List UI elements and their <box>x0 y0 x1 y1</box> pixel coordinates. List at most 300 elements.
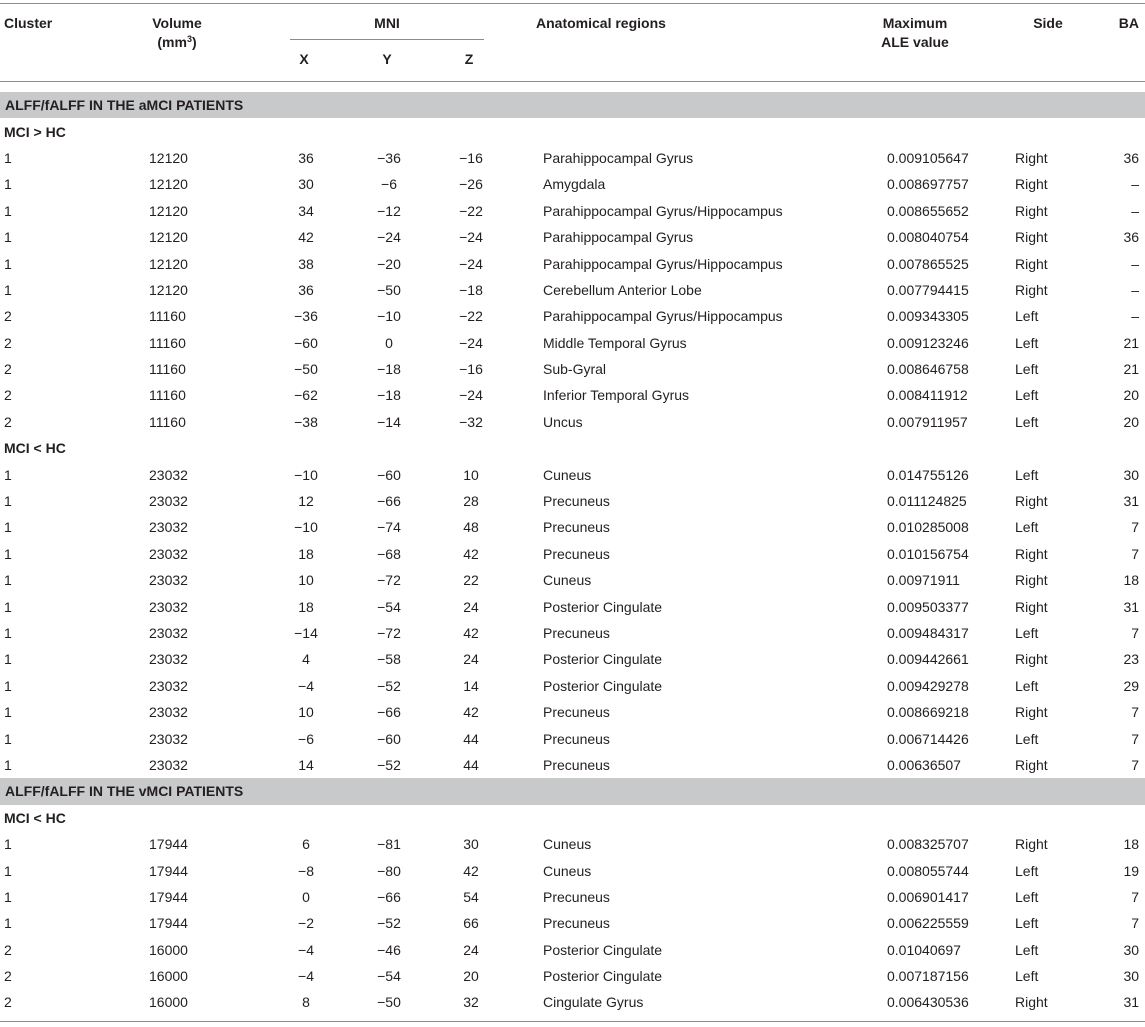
volume-cell: 11160 <box>149 361 186 378</box>
spacer-cell <box>326 303 369 329</box>
side-cell: Right <box>1015 281 1048 298</box>
mni-z-cell: 24 <box>463 941 479 958</box>
spacer-cell <box>491 567 543 593</box>
ba-cell: 7 <box>1131 915 1140 932</box>
region-cell: Precuneus <box>543 756 610 773</box>
mni-y-cell: −18 <box>377 361 401 378</box>
spacer-cell <box>326 382 369 408</box>
ale-cell: 0.010285008 <box>887 519 969 536</box>
cluster-cell: 1 <box>4 677 12 694</box>
volume-cell: 16000 <box>149 941 188 958</box>
mni-x-cell: −14 <box>294 625 318 641</box>
spacer-cell <box>326 673 369 699</box>
volume-cell: 16000 <box>149 968 188 985</box>
table-row <box>0 620 1145 646</box>
mni-x-cell: −8 <box>298 862 314 879</box>
side-cell: Left <box>1015 677 1039 694</box>
volume-cell: 23032 <box>149 519 188 536</box>
mni-z-cell: 66 <box>463 915 479 932</box>
mni-x-cell: −50 <box>294 361 318 378</box>
mni-x-cell: −4 <box>298 677 314 694</box>
spacer-cell <box>491 277 543 303</box>
ale-cell: 0.007865525 <box>887 255 969 272</box>
volume-cell: 23032 <box>149 625 188 641</box>
side-cell: Left <box>1015 413 1039 430</box>
spacer-cell <box>491 514 543 540</box>
table-row <box>0 250 1145 276</box>
group-label: MCI < HC <box>4 440 66 457</box>
mni-z-cell: 14 <box>463 677 479 694</box>
spacer-cell <box>491 620 543 646</box>
table-row <box>0 752 1145 778</box>
spacer-cell <box>326 620 369 646</box>
spacer-cell <box>491 409 543 435</box>
volume-cell: 11160 <box>149 413 186 430</box>
mni-y-cell: −54 <box>377 968 401 985</box>
spacer-cell <box>409 250 451 276</box>
ba-cell: 7 <box>1131 756 1140 773</box>
volume-cell: 23032 <box>149 572 188 589</box>
spacer-cell <box>409 937 451 963</box>
header-max-ale <box>855 14 975 52</box>
header-max-ale-line2: ALE value <box>881 34 949 50</box>
side-cell: Left <box>1015 519 1039 536</box>
cluster-cell: 1 <box>4 730 12 747</box>
side-cell: Left <box>1015 888 1039 905</box>
table-row <box>0 673 1145 699</box>
region-cell: Cuneus <box>543 836 592 853</box>
volume-cell: 12120 <box>149 255 188 272</box>
ale-cell: 0.00636507 <box>887 756 961 773</box>
side-cell: Right <box>1015 255 1048 272</box>
spacer-cell <box>409 725 451 751</box>
spacer-cell <box>326 831 369 857</box>
header-z: Z <box>464 51 474 67</box>
cluster-cell: 1 <box>4 651 12 668</box>
mni-z-cell: 44 <box>463 730 479 747</box>
spacer-cell <box>491 488 543 514</box>
mni-x-cell: 14 <box>298 756 314 773</box>
cluster-cell: 1 <box>4 572 12 589</box>
volume-cell: 12120 <box>149 149 188 166</box>
mni-y-cell: −50 <box>377 994 401 1011</box>
spacer-cell <box>409 382 451 408</box>
region-cell: Sub-Gyral <box>543 361 607 378</box>
cluster-cell: 1 <box>4 888 12 905</box>
volume-cell: 12120 <box>149 229 188 246</box>
spacer-cell <box>326 646 369 672</box>
mni-y-cell: −46 <box>377 941 401 958</box>
spacer-cell <box>326 857 369 883</box>
cluster-cell: 2 <box>4 334 12 351</box>
side-cell: Left <box>1015 466 1039 483</box>
side-cell: Left <box>1015 308 1039 325</box>
mni-y-cell: −6 <box>381 176 397 193</box>
side-cell: Right <box>1015 598 1048 615</box>
ale-cell: 0.008655652 <box>887 202 969 219</box>
mni-y-cell: −52 <box>377 677 401 694</box>
volume-cell: 16000 <box>149 994 188 1011</box>
spacer-cell <box>409 673 451 699</box>
volume-cell: 17944 <box>149 836 188 853</box>
group-header-row <box>0 435 1145 461</box>
ale-cell: 0.00971911 <box>887 572 960 589</box>
spacer-cell <box>326 937 369 963</box>
spacer-cell <box>326 963 369 989</box>
ale-cell: 0.010156754 <box>887 545 969 562</box>
header-volume-unit: $(mm^3)$ <box>157 34 197 50</box>
side-cell: Right <box>1015 545 1048 562</box>
spacer-cell <box>409 857 451 883</box>
mni-z-cell: −26 <box>459 176 483 193</box>
region-cell: Cuneus <box>543 466 592 483</box>
spacer-cell <box>491 250 543 276</box>
volume-cell: 11160 <box>149 308 186 325</box>
mni-x-cell: 10 <box>298 704 314 721</box>
region-cell: Precuneus <box>543 545 610 562</box>
spacer-cell <box>409 356 451 382</box>
mni-z-cell: 22 <box>463 572 479 589</box>
table-row <box>0 303 1145 329</box>
spacer-cell <box>409 224 451 250</box>
ba-cell: 7 <box>1131 625 1140 641</box>
spacer-cell <box>326 409 369 435</box>
ale-cell: 0.008669218 <box>887 704 969 721</box>
region-cell: Amygdala <box>543 176 606 193</box>
mni-z-cell: 42 <box>463 862 479 879</box>
ba-cell: 21 <box>1123 334 1140 351</box>
spacer-cell <box>326 461 369 487</box>
ba-cell: 20 <box>1123 413 1140 430</box>
ale-cell: 0.007187156 <box>887 968 969 985</box>
table-row <box>0 963 1145 989</box>
side-cell: Left <box>1015 361 1039 378</box>
mni-y-cell: −14 <box>377 413 401 430</box>
side-cell: Right <box>1015 704 1048 721</box>
volume-cell: 23032 <box>149 598 188 615</box>
table-row <box>0 910 1145 936</box>
spacer-cell <box>409 989 451 1015</box>
spacer-cell <box>491 356 543 382</box>
mni-y-cell: −18 <box>377 387 401 404</box>
volume-cell: 23032 <box>149 730 188 747</box>
volume-cell: 23032 <box>149 545 188 562</box>
region-cell: Precuneus <box>543 888 610 905</box>
ba-cell: – <box>1131 281 1140 298</box>
mni-y-cell: −66 <box>377 704 401 721</box>
spacer-cell <box>491 198 543 224</box>
mni-z-cell: 32 <box>463 994 479 1011</box>
table-row <box>0 330 1145 356</box>
spacer-cell <box>491 145 543 171</box>
spacer-cell <box>491 831 543 857</box>
mni-x-cell: 36 <box>298 149 314 166</box>
ba-cell: 29 <box>1123 677 1140 694</box>
group-label: MCI > HC <box>4 123 66 140</box>
mni-x-cell: −38 <box>294 413 318 430</box>
region-cell: Middle Temporal Gyrus <box>543 334 687 351</box>
ale-cell: 0.006430536 <box>887 994 969 1011</box>
table-row <box>0 567 1145 593</box>
mni-y-cell: −52 <box>377 756 401 773</box>
side-cell: Right <box>1015 202 1048 219</box>
volume-cell: 23032 <box>149 651 188 668</box>
cluster-cell: 1 <box>4 598 12 615</box>
region-cell: Posterior Cingulate <box>543 651 663 668</box>
mni-z-cell: −16 <box>459 149 483 166</box>
mni-z-cell: −32 <box>459 413 483 430</box>
cluster-cell: 1 <box>4 862 12 879</box>
group-label: MCI < HC <box>4 809 66 826</box>
volume-cell: 12120 <box>149 202 188 219</box>
mni-z-cell: −18 <box>459 281 483 298</box>
ba-cell: 30 <box>1123 968 1140 985</box>
spacer-cell <box>326 593 369 619</box>
section-header-row <box>0 778 1145 804</box>
spacer-cell <box>326 224 369 250</box>
header-regions: Anatomical regions <box>536 15 666 31</box>
table-row <box>0 382 1145 408</box>
mni-y-cell: −24 <box>377 229 401 246</box>
side-cell: Right <box>1015 836 1048 853</box>
spacer-cell <box>409 646 451 672</box>
side-cell: Right <box>1015 572 1048 589</box>
mni-y-cell: −10 <box>377 308 401 325</box>
spacer-cell <box>409 330 451 356</box>
mni-x-cell: 30 <box>298 176 314 193</box>
ba-cell: 31 <box>1123 493 1140 510</box>
spacer-cell <box>326 910 369 936</box>
mni-z-cell: 42 <box>463 704 479 721</box>
volume-cell: 23032 <box>149 677 188 694</box>
ba-cell: 18 <box>1123 572 1140 589</box>
mni-z-cell: −22 <box>459 308 483 325</box>
table-row <box>0 409 1145 435</box>
side-cell: Left <box>1015 730 1039 747</box>
spacer-cell <box>409 699 451 725</box>
header-bottom-rule <box>0 81 1145 82</box>
cluster-cell: 1 <box>4 281 12 298</box>
ba-cell: 7 <box>1131 730 1140 747</box>
table-body <box>0 92 1145 1016</box>
cluster-cell: 2 <box>4 387 12 404</box>
spacer-cell <box>409 752 451 778</box>
spacer-cell <box>326 356 369 382</box>
volume-cell: 17944 <box>149 915 188 932</box>
table-row <box>0 514 1145 540</box>
region-cell: Precuneus <box>543 704 610 721</box>
spacer-cell <box>409 593 451 619</box>
mni-z-cell: 54 <box>463 888 479 905</box>
region-cell: Posterior Cingulate <box>543 598 663 615</box>
spacer-cell <box>491 673 543 699</box>
ba-cell: 20 <box>1123 387 1140 404</box>
mni-x-cell: −62 <box>294 387 318 404</box>
volume-cell: 23032 <box>149 493 188 510</box>
mni-x-cell: −10 <box>294 519 318 536</box>
table-row <box>0 593 1145 619</box>
mni-x-cell: −36 <box>294 308 318 325</box>
spacer-cell <box>326 250 369 276</box>
mni-x-cell: 8 <box>302 994 310 1011</box>
table-row <box>0 224 1145 250</box>
mni-x-cell: −4 <box>298 968 314 985</box>
cluster-cell: 1 <box>4 545 12 562</box>
mni-rule <box>290 39 484 40</box>
ba-cell: – <box>1131 176 1140 193</box>
ba-cell: 21 <box>1123 361 1140 378</box>
mni-x-cell: −2 <box>298 915 314 932</box>
spacer-cell <box>326 541 369 567</box>
volume-cell: 23032 <box>149 704 188 721</box>
spacer-cell <box>491 171 543 197</box>
mni-z-cell: 30 <box>463 836 479 853</box>
region-cell: Parahippocampal Gyrus/Hippocampus <box>543 202 783 219</box>
cluster-cell: 1 <box>4 836 12 853</box>
spacer-cell <box>409 461 451 487</box>
ale-cell: 0.006225559 <box>887 915 969 932</box>
mni-x-cell: 6 <box>302 836 310 853</box>
mni-z-cell: 48 <box>463 519 479 536</box>
spacer-cell <box>326 198 369 224</box>
table-row <box>0 831 1145 857</box>
side-cell: Left <box>1015 941 1039 958</box>
mni-x-cell: −60 <box>294 334 318 351</box>
ale-cell: 0.008646758 <box>887 361 969 378</box>
ba-cell: 7 <box>1131 704 1140 721</box>
spacer-cell <box>326 699 369 725</box>
ale-cell: 0.007794415 <box>887 281 969 298</box>
cluster-cell: 2 <box>4 941 12 958</box>
spacer-cell <box>491 461 543 487</box>
header-y: Y <box>382 51 392 67</box>
ale-cell: 0.008040754 <box>887 229 969 246</box>
table-top-rule <box>0 3 1145 4</box>
spacer-cell <box>491 382 543 408</box>
spacer-cell <box>409 567 451 593</box>
region-cell: Precuneus <box>543 730 610 747</box>
spacer-cell <box>491 857 543 883</box>
mni-z-cell: 10 <box>463 466 479 483</box>
ba-cell: – <box>1131 202 1140 219</box>
volume-cell: 12120 <box>149 176 188 193</box>
spacer-cell <box>491 646 543 672</box>
mni-x-cell: −4 <box>298 941 314 958</box>
ale-cell: 0.007911957 <box>887 413 968 430</box>
mni-y-cell: −58 <box>377 651 401 668</box>
region-cell: Posterior Cingulate <box>543 968 663 985</box>
mni-y-cell: −50 <box>377 281 401 298</box>
cluster-cell: 2 <box>4 968 12 985</box>
mni-x-cell: −6 <box>298 730 314 747</box>
side-cell: Left <box>1015 625 1039 641</box>
spacer-cell <box>409 303 451 329</box>
region-cell: Cuneus <box>543 572 592 589</box>
volume-cell: 11160 <box>149 334 186 351</box>
spacer-cell <box>491 884 543 910</box>
mni-z-cell: 42 <box>463 545 479 562</box>
mni-y-cell: −60 <box>377 466 401 483</box>
cluster-cell: 1 <box>4 229 12 246</box>
spacer-cell <box>409 884 451 910</box>
header-mni: MNI <box>374 15 400 31</box>
table-row <box>0 541 1145 567</box>
volume-cell: 23032 <box>149 756 188 773</box>
ba-cell: 31 <box>1123 994 1140 1011</box>
cluster-cell: 1 <box>4 493 12 510</box>
side-cell: Right <box>1015 756 1048 773</box>
spacer-cell <box>409 277 451 303</box>
ale-cell: 0.008411912 <box>887 387 968 404</box>
volume-cell: 17944 <box>149 888 188 905</box>
side-cell: Right <box>1015 176 1048 193</box>
ale-cell: 0.009429278 <box>887 677 969 694</box>
spacer-cell <box>409 198 451 224</box>
spacer-cell <box>491 752 543 778</box>
side-cell: Left <box>1015 915 1039 932</box>
spacer-cell <box>409 514 451 540</box>
group-header-row <box>0 805 1145 831</box>
table-row <box>0 356 1145 382</box>
volume-cell: 17944 <box>149 862 188 879</box>
mni-y-cell: 0 <box>385 334 393 351</box>
cluster-cell: 2 <box>4 413 12 430</box>
mni-y-cell: −12 <box>377 202 401 219</box>
spacer-cell <box>409 145 451 171</box>
mni-y-cell: −60 <box>377 730 401 747</box>
mni-x-cell: 12 <box>298 493 314 510</box>
cluster-cell: 1 <box>4 704 12 721</box>
mni-z-cell: −24 <box>459 387 483 404</box>
ba-cell: 30 <box>1123 466 1140 483</box>
table-row <box>0 646 1145 672</box>
mni-y-cell: −20 <box>377 255 401 272</box>
spacer-cell <box>491 303 543 329</box>
mni-x-cell: 42 <box>298 229 314 246</box>
spacer-cell <box>326 725 369 751</box>
table-row <box>0 198 1145 224</box>
ale-cell: 0.01040697 <box>887 941 961 958</box>
ale-cell: 0.008055744 <box>887 862 969 879</box>
region-cell: Parahippocampal Gyrus <box>543 229 694 246</box>
mni-y-cell: −36 <box>377 149 401 166</box>
ale-cell: 0.014755126 <box>887 466 969 483</box>
ale-cell: 0.009343305 <box>887 308 969 325</box>
spacer-cell <box>409 963 451 989</box>
table-row <box>0 488 1145 514</box>
ba-cell: 18 <box>1123 836 1140 853</box>
table-row <box>0 145 1145 171</box>
header-ba: BA <box>1118 15 1139 31</box>
spacer-cell <box>326 989 369 1015</box>
spacer-cell <box>409 171 451 197</box>
spacer-cell <box>326 567 369 593</box>
cluster-cell: 1 <box>4 255 12 272</box>
mni-x-cell: 18 <box>298 598 314 615</box>
ale-cell: 0.006901417 <box>887 888 969 905</box>
spacer-cell <box>491 937 543 963</box>
ba-cell: 7 <box>1131 545 1140 562</box>
region-cell: Cerebellum Anterior Lobe <box>543 281 702 298</box>
ba-cell: 31 <box>1123 598 1140 615</box>
ba-cell: – <box>1131 308 1140 325</box>
spacer-cell <box>491 910 543 936</box>
table-row <box>0 725 1145 751</box>
mni-x-cell: 10 <box>298 572 314 589</box>
ba-cell: – <box>1131 255 1140 272</box>
side-cell: Left <box>1015 862 1039 879</box>
mni-y-cell: −66 <box>377 493 401 510</box>
